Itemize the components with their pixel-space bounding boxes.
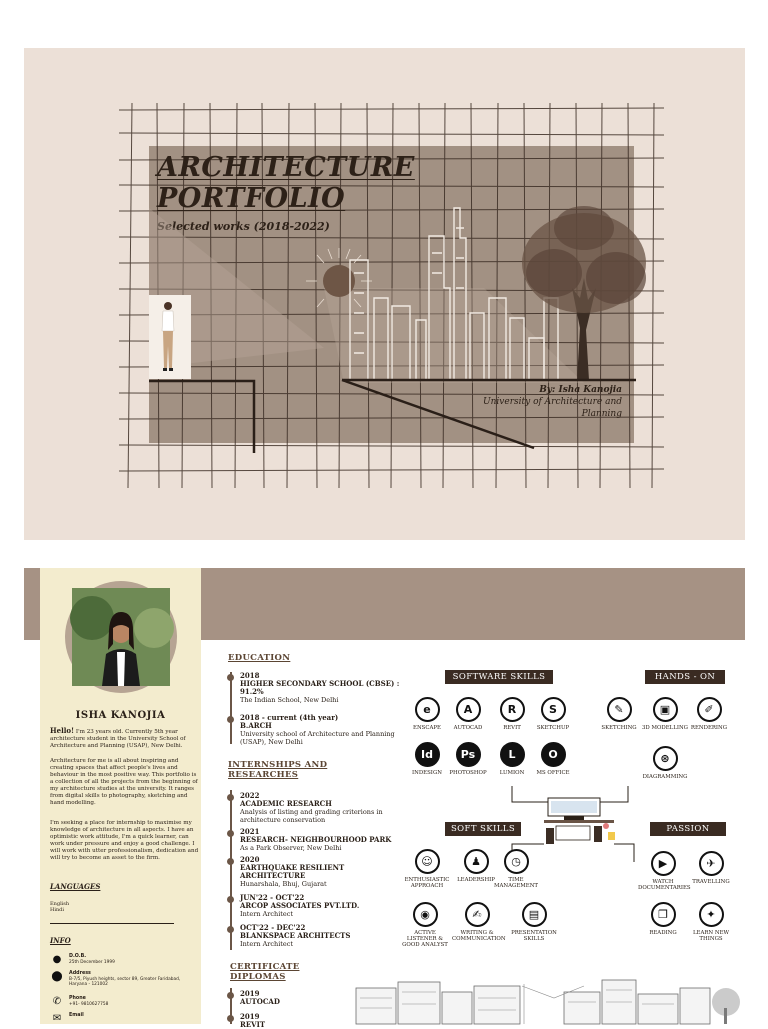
- skill-label: TRAVELLING: [692, 879, 730, 885]
- profile-intro: [50, 727, 200, 750]
- skill-rendering: [684, 697, 734, 731]
- skill-label: READING: [649, 930, 677, 936]
- film-icon: ▶: [651, 851, 676, 876]
- education-title: B.ARCH: [240, 721, 272, 730]
- timeline-dot: [227, 926, 234, 933]
- timeline-dot: [227, 674, 234, 681]
- education-item: [240, 672, 410, 704]
- certificates-heading: [230, 962, 299, 982]
- info-phone: [50, 996, 200, 1012]
- timeline-dot: [227, 858, 234, 865]
- divider: [50, 923, 174, 924]
- enscape-icon: e: [415, 697, 440, 722]
- skill-active-listener: [400, 902, 450, 948]
- info-phone-value: +91- 9810627758: [69, 1002, 109, 1007]
- info-dob: [50, 954, 200, 970]
- internship-desc: Hunarshala, Bhuj, Gujarat: [240, 880, 327, 888]
- internships-heading-line1: INTERNSHIPS AND: [228, 760, 328, 770]
- skill-label: PHOTOSHOP: [449, 770, 487, 776]
- internship-title: ACADEMIC RESEARCH: [240, 799, 332, 808]
- timeline-dot: [227, 1015, 234, 1022]
- location-pin-icon: ⬤: [51, 971, 63, 982]
- timeline-dot: [227, 896, 234, 903]
- cover-university: University of Architecture and Planning: [483, 397, 622, 419]
- education-title: HIGHER SECONDARY SCHOOL (CBSE) : 91.2%: [240, 679, 400, 696]
- cover-page: [24, 48, 745, 540]
- profile-paragraph-2: Architecture for me is all about inspiring and creating spaces that affect people's lives and behaviour in the most positive way. This portfolio is a collection of all the projects from the beginning of my architecture studies at the university. It ranges from digital skills to photography, sketching and hand modelling.: [50, 758, 198, 806]
- skill-label: WRITING & COMMUNICATION: [452, 930, 506, 942]
- internship-year: 2021: [240, 827, 260, 836]
- language-item: Hindi: [50, 907, 64, 913]
- skill-label: ENTHUSIASTIC APPROACH: [404, 877, 450, 889]
- internship-year: JUN'22 - OCT'22: [240, 893, 305, 902]
- software-skills-heading: SOFTWARE SKILLS: [445, 670, 553, 684]
- pencil-icon: ✎: [607, 697, 632, 722]
- education-heading: EDUCATION: [228, 653, 291, 663]
- skill-label: TIME MANAGEMENT: [493, 877, 539, 889]
- passion-heading: PASSION: [650, 822, 726, 836]
- enthusiasm-icon: ☺: [415, 849, 440, 874]
- presentation-icon: ▤: [522, 902, 547, 927]
- info-email: [50, 1013, 200, 1029]
- skill-time-management: [491, 849, 541, 889]
- soft-skills-heading: SOFT SKILLS: [445, 822, 521, 836]
- info-dob-label: D.O.B.: [69, 954, 87, 959]
- certificate-year: 2019: [240, 1012, 260, 1021]
- autocad-icon: A: [456, 697, 481, 722]
- timeline-dot: [227, 794, 234, 801]
- skill-label: LUMION: [499, 770, 525, 776]
- revit-icon: R: [500, 697, 525, 722]
- skill-ms-office: [528, 742, 578, 776]
- cover-title-line2: PORTFOLIO: [157, 183, 346, 214]
- internship-item: [240, 894, 410, 918]
- info-heading: INFO: [50, 936, 71, 945]
- sketchup-icon: S: [541, 697, 566, 722]
- skill-photoshop: [443, 742, 493, 776]
- skill-label: ENSCAPE: [413, 725, 441, 731]
- skill-label: ACTIVE LISTENER & GOOD ANALYST: [402, 930, 448, 948]
- skill-label: LEARN NEW THINGS: [692, 930, 730, 942]
- leadership-icon: ♟: [464, 849, 489, 874]
- bulb-icon: ✦: [699, 902, 724, 927]
- passion-learn-new-things: [686, 902, 736, 942]
- internship-year: 2020: [240, 855, 260, 864]
- education-year: 2018: [240, 671, 260, 680]
- internships-heading: [228, 760, 327, 780]
- info-phone-label: Phone: [69, 996, 86, 1001]
- timeline-line: [230, 672, 232, 744]
- plane-icon: ✈: [699, 851, 724, 876]
- skill-sketchup: [528, 697, 578, 731]
- hands-on-heading: HANDS - ON: [645, 670, 725, 684]
- skill-label: RENDERING: [690, 725, 728, 731]
- skill-label: DIAGRAMMING: [642, 774, 688, 780]
- skill-label: SKETCHUP: [536, 725, 570, 731]
- internship-title: EARTHQUAKE RESILIENT ARCHITECTURE: [240, 863, 345, 880]
- internship-title: RESEARCH- NEIGHBOURHOOD PARK: [240, 835, 392, 844]
- internship-year: 2022: [240, 791, 260, 800]
- person-figure: [149, 295, 191, 379]
- cube-icon: ▣: [653, 697, 678, 722]
- street-sketch-illustration: [354, 978, 744, 1024]
- skill-diagramming: [640, 746, 690, 780]
- internship-title: ARCOP ASSOCIATES PVT.LTD.: [240, 901, 360, 910]
- profile-intro-text: I'm 23 years old. Currently 5th year architecture student in the University School of Architecture and Planning (USAP), New Delhi.: [50, 729, 186, 749]
- certificate-title: AUTOCAD: [240, 997, 280, 1006]
- skill-label: MS OFFICE: [536, 770, 570, 776]
- book-icon: ❐: [651, 902, 676, 927]
- skill-label: REVIT: [503, 725, 521, 731]
- internship-desc: Analysis of listing and grading criterions in architecture conservation: [240, 808, 383, 824]
- photoshop-icon: Ps: [456, 742, 481, 767]
- info-email-label: Email: [69, 1013, 84, 1018]
- education-item: [240, 714, 410, 746]
- skill-label: AUTOCAD: [453, 725, 483, 731]
- certificates-heading-line2: DIPLOMAS: [230, 972, 286, 982]
- certificate-title: REVIT: [240, 1020, 266, 1029]
- cover-subtitle: Selected works (2018-2022): [157, 220, 330, 233]
- skill-label: INDESIGN: [412, 770, 442, 776]
- skill-label: PRESENTATION SKILLS: [511, 930, 557, 942]
- passion-reading: [638, 902, 688, 936]
- passion-travelling: [686, 851, 736, 885]
- timeline-dot: [227, 992, 234, 999]
- skill-enthusiastic-approach: [402, 849, 452, 889]
- certificate-year: 2019: [240, 989, 260, 998]
- render-icon: ✐: [697, 697, 722, 722]
- skill-sketching: [594, 697, 644, 731]
- info-dob-value: 25th December 1999: [69, 960, 115, 965]
- timeline-dot: [227, 830, 234, 837]
- phone-icon: ✆: [52, 996, 62, 1007]
- skill-label: WATCH DOCUMENTARIES: [638, 879, 691, 891]
- diagram-icon: ⊛: [653, 746, 678, 771]
- lumion-icon: L: [500, 742, 525, 767]
- education-desc: The Indian School, New Delhi: [240, 696, 339, 704]
- internship-item: [240, 828, 410, 852]
- internship-desc: Intern Architect: [240, 910, 293, 918]
- clock-icon: ◷: [504, 849, 529, 874]
- internship-title: BLANKSPACE ARCHITECTS: [240, 931, 351, 940]
- person-icon: ●: [52, 954, 62, 965]
- internship-item: [240, 924, 410, 948]
- cover-author-block: [444, 384, 622, 420]
- certificates-heading-line1: CERTIFICATE: [230, 962, 300, 972]
- internship-desc: As a Park Observer, New Delhi: [240, 844, 342, 852]
- education-year: 2018 - current (4th year): [240, 713, 339, 722]
- internship-desc: Intern Architect: [240, 940, 293, 948]
- cover-author: By: Isha Kanojia: [539, 385, 622, 395]
- resume-page: [24, 568, 745, 1029]
- profile-paragraph-3: I'm seeking a place for internship to maximise my knowledge of architecture in all aspects. I have an optimistic work attitude, I'm a quick learner, can work under pressure and enjoy a good challenge. I will work with utter professionalism, dedication and will try to become an asset to the firm.: [50, 820, 199, 861]
- skill-presentation: [509, 902, 559, 942]
- listener-icon: ◉: [413, 902, 438, 927]
- writing-icon: ✍: [465, 902, 490, 927]
- languages-heading: LANGUAGES: [50, 882, 101, 891]
- education-desc: University school of Architecture and Planning (USAP), New Delhi: [240, 730, 395, 746]
- skill-3d-modelling: [640, 697, 690, 731]
- mail-icon: ✉: [52, 1013, 62, 1024]
- passion-documentaries: [638, 851, 691, 891]
- cover-title-line1: ARCHITECTURE: [157, 152, 415, 183]
- indesign-icon: Id: [415, 742, 440, 767]
- timeline-dot: [227, 716, 234, 723]
- skill-label: LEADERSHIP: [457, 877, 495, 883]
- language-item: English: [50, 901, 70, 907]
- skill-label: SKETCHING: [601, 725, 637, 731]
- skill-writing-communication: [452, 902, 506, 942]
- cover-illustration: [24, 48, 745, 540]
- info-address: [50, 971, 200, 987]
- profile-name: ISHA KANOJIA: [75, 710, 166, 721]
- skill-label: 3D MODELLING: [642, 725, 688, 731]
- internship-item: [240, 856, 410, 888]
- info-address-value: B-7/5, Piyush heights, sector 89, Greater Faridabad, Haryana - 121002: [69, 977, 181, 987]
- ms-office-icon: O: [541, 742, 566, 767]
- info-address-label: Address: [69, 971, 91, 976]
- avatar: [72, 588, 170, 686]
- internship-year: OCT'22 - DEC'22: [240, 923, 306, 932]
- skill-autocad: [443, 697, 493, 731]
- internship-item: [240, 792, 410, 824]
- profile-hello: Hello!: [50, 726, 75, 735]
- internships-heading-line2: RESEARCHES: [228, 770, 299, 780]
